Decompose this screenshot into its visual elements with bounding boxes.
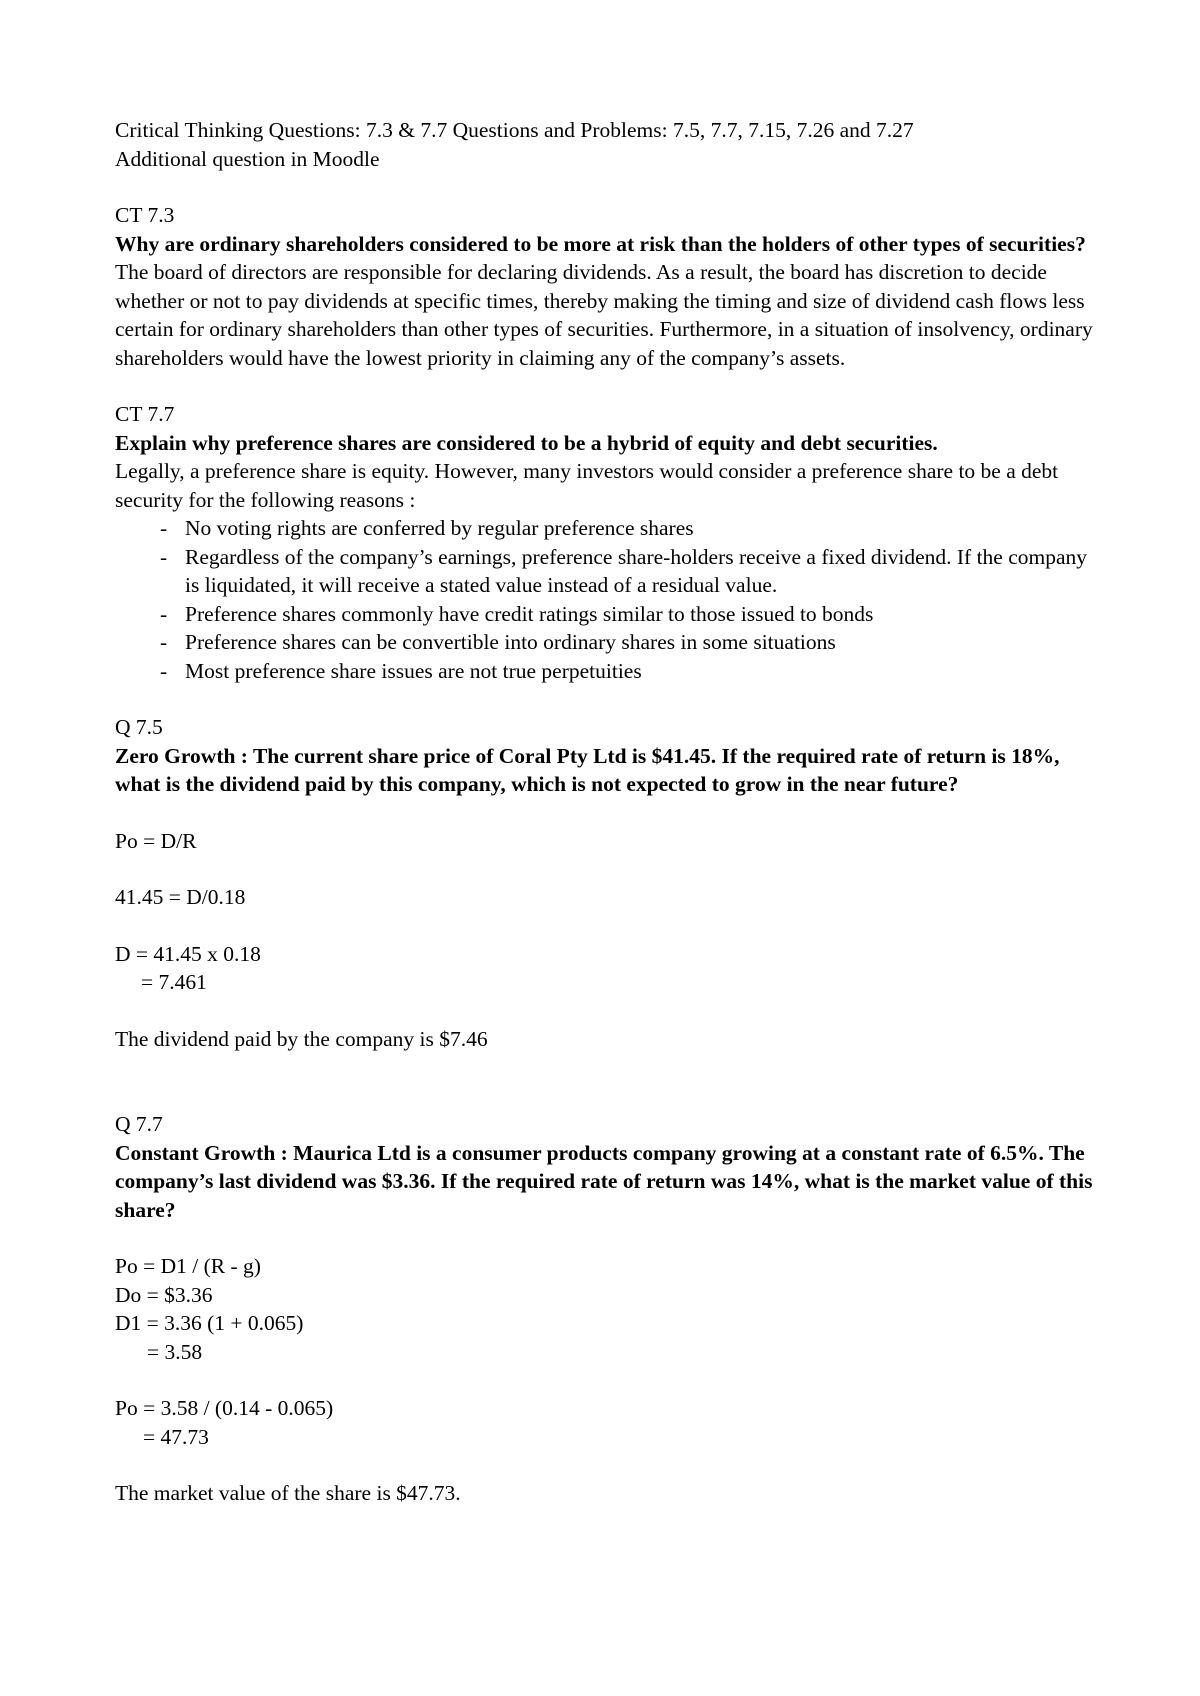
ct77-question: Explain why preference shares are considered to be a hybrid of equity and debt securities. [115, 430, 938, 455]
list-item: - Preference shares can be convertible into ordinary shares in some situations [160, 628, 1100, 657]
list-item: - Most preference share issues are not true perpetuities [160, 657, 1100, 686]
q75-question: Zero Growth : The current share price of Coral Pty Ltd is $41.45. If the required rate of return is 18%, what is the dividend paid by this company, which is not expected to grow in the near future? [115, 743, 1065, 796]
q75-step-1: 41.45 = D/0.18 [115, 885, 246, 909]
q77-question: Constant Growth : Maurica Ltd is a consumer products company growing at a constant rate of 6.5%. The company’s last dividend was $3.36. If the required rate of return was 14%, what is the market value of this share? [115, 1140, 1098, 1222]
q77-formula: Po = D1 / (R - g) [115, 1254, 261, 1278]
ct77-answer: Legally, a preference share is equity. However, many investors would consider a preference share to be a debt security for the following reasons : [115, 459, 1064, 512]
section-q75 [115, 713, 1100, 1053]
q77-d1-result: = 3.58 [147, 1339, 203, 1364]
q77-po-result: = 47.73 [143, 1424, 209, 1449]
ct73-answer: The board of directors are responsible for declaring dividends. As a result, the board has discretion to decide whether or not to pay dividends at specific times, thereby making the timing and size of dividend cash flows less certain for ordinary shareholders than other types of securities. Furthermore, in a situation of insolvency, ordinary shareholders would have the lowest priority in claiming any of the company’s assets. [115, 260, 1099, 370]
ct77-label: CT 7.7 [115, 402, 175, 426]
list-item: - Preference shares commonly have credit ratings similar to those issued to bonds [160, 600, 1100, 629]
q77-label: Q 7.7 [115, 1112, 163, 1136]
section-ct77 [115, 400, 1100, 685]
list-item: - No voting rights are conferred by regular preference shares [160, 514, 1100, 543]
q75-conclusion: The dividend paid by the company is $7.46 [115, 1026, 488, 1051]
intro-line-2: Additional question in Moodle [115, 146, 380, 171]
q77-po: Po = 3.58 / (0.14 - 0.065) [115, 1396, 334, 1420]
document-page [115, 116, 1100, 1508]
section-ct73 [115, 201, 1100, 372]
q75-label: Q 7.5 [115, 715, 163, 739]
ct73-label: CT 7.3 [115, 203, 175, 227]
intro-line-1: Critical Thinking Questions: 7.3 & 7.7 Questions and Problems: 7.5, 7.7, 7.15, 7.26 and 7.27 [115, 118, 914, 142]
q77-d1: D1 = 3.36 (1 + 0.065) [115, 1311, 304, 1335]
q77-conclusion: The market value of the share is $47.73. [115, 1481, 461, 1505]
ct77-reasons-list [115, 514, 1100, 685]
ct73-question: Why are ordinary shareholders considered to be more at risk than the holders of other types of securities? [115, 231, 1086, 256]
list-item: - Regardless of the company’s earnings, preference share-holders receive a fixed dividend. If the company is liquidated, it will receive a stated value instead of a residual value. [160, 543, 1100, 600]
q75-formula: Po = D/R [115, 828, 197, 853]
q75-step-3: = 7.461 [141, 970, 207, 994]
q77-do: Do = $3.36 [115, 1282, 213, 1307]
section-q77 [115, 1110, 1100, 1508]
q75-step-2: D = 41.45 x 0.18 [115, 941, 261, 966]
